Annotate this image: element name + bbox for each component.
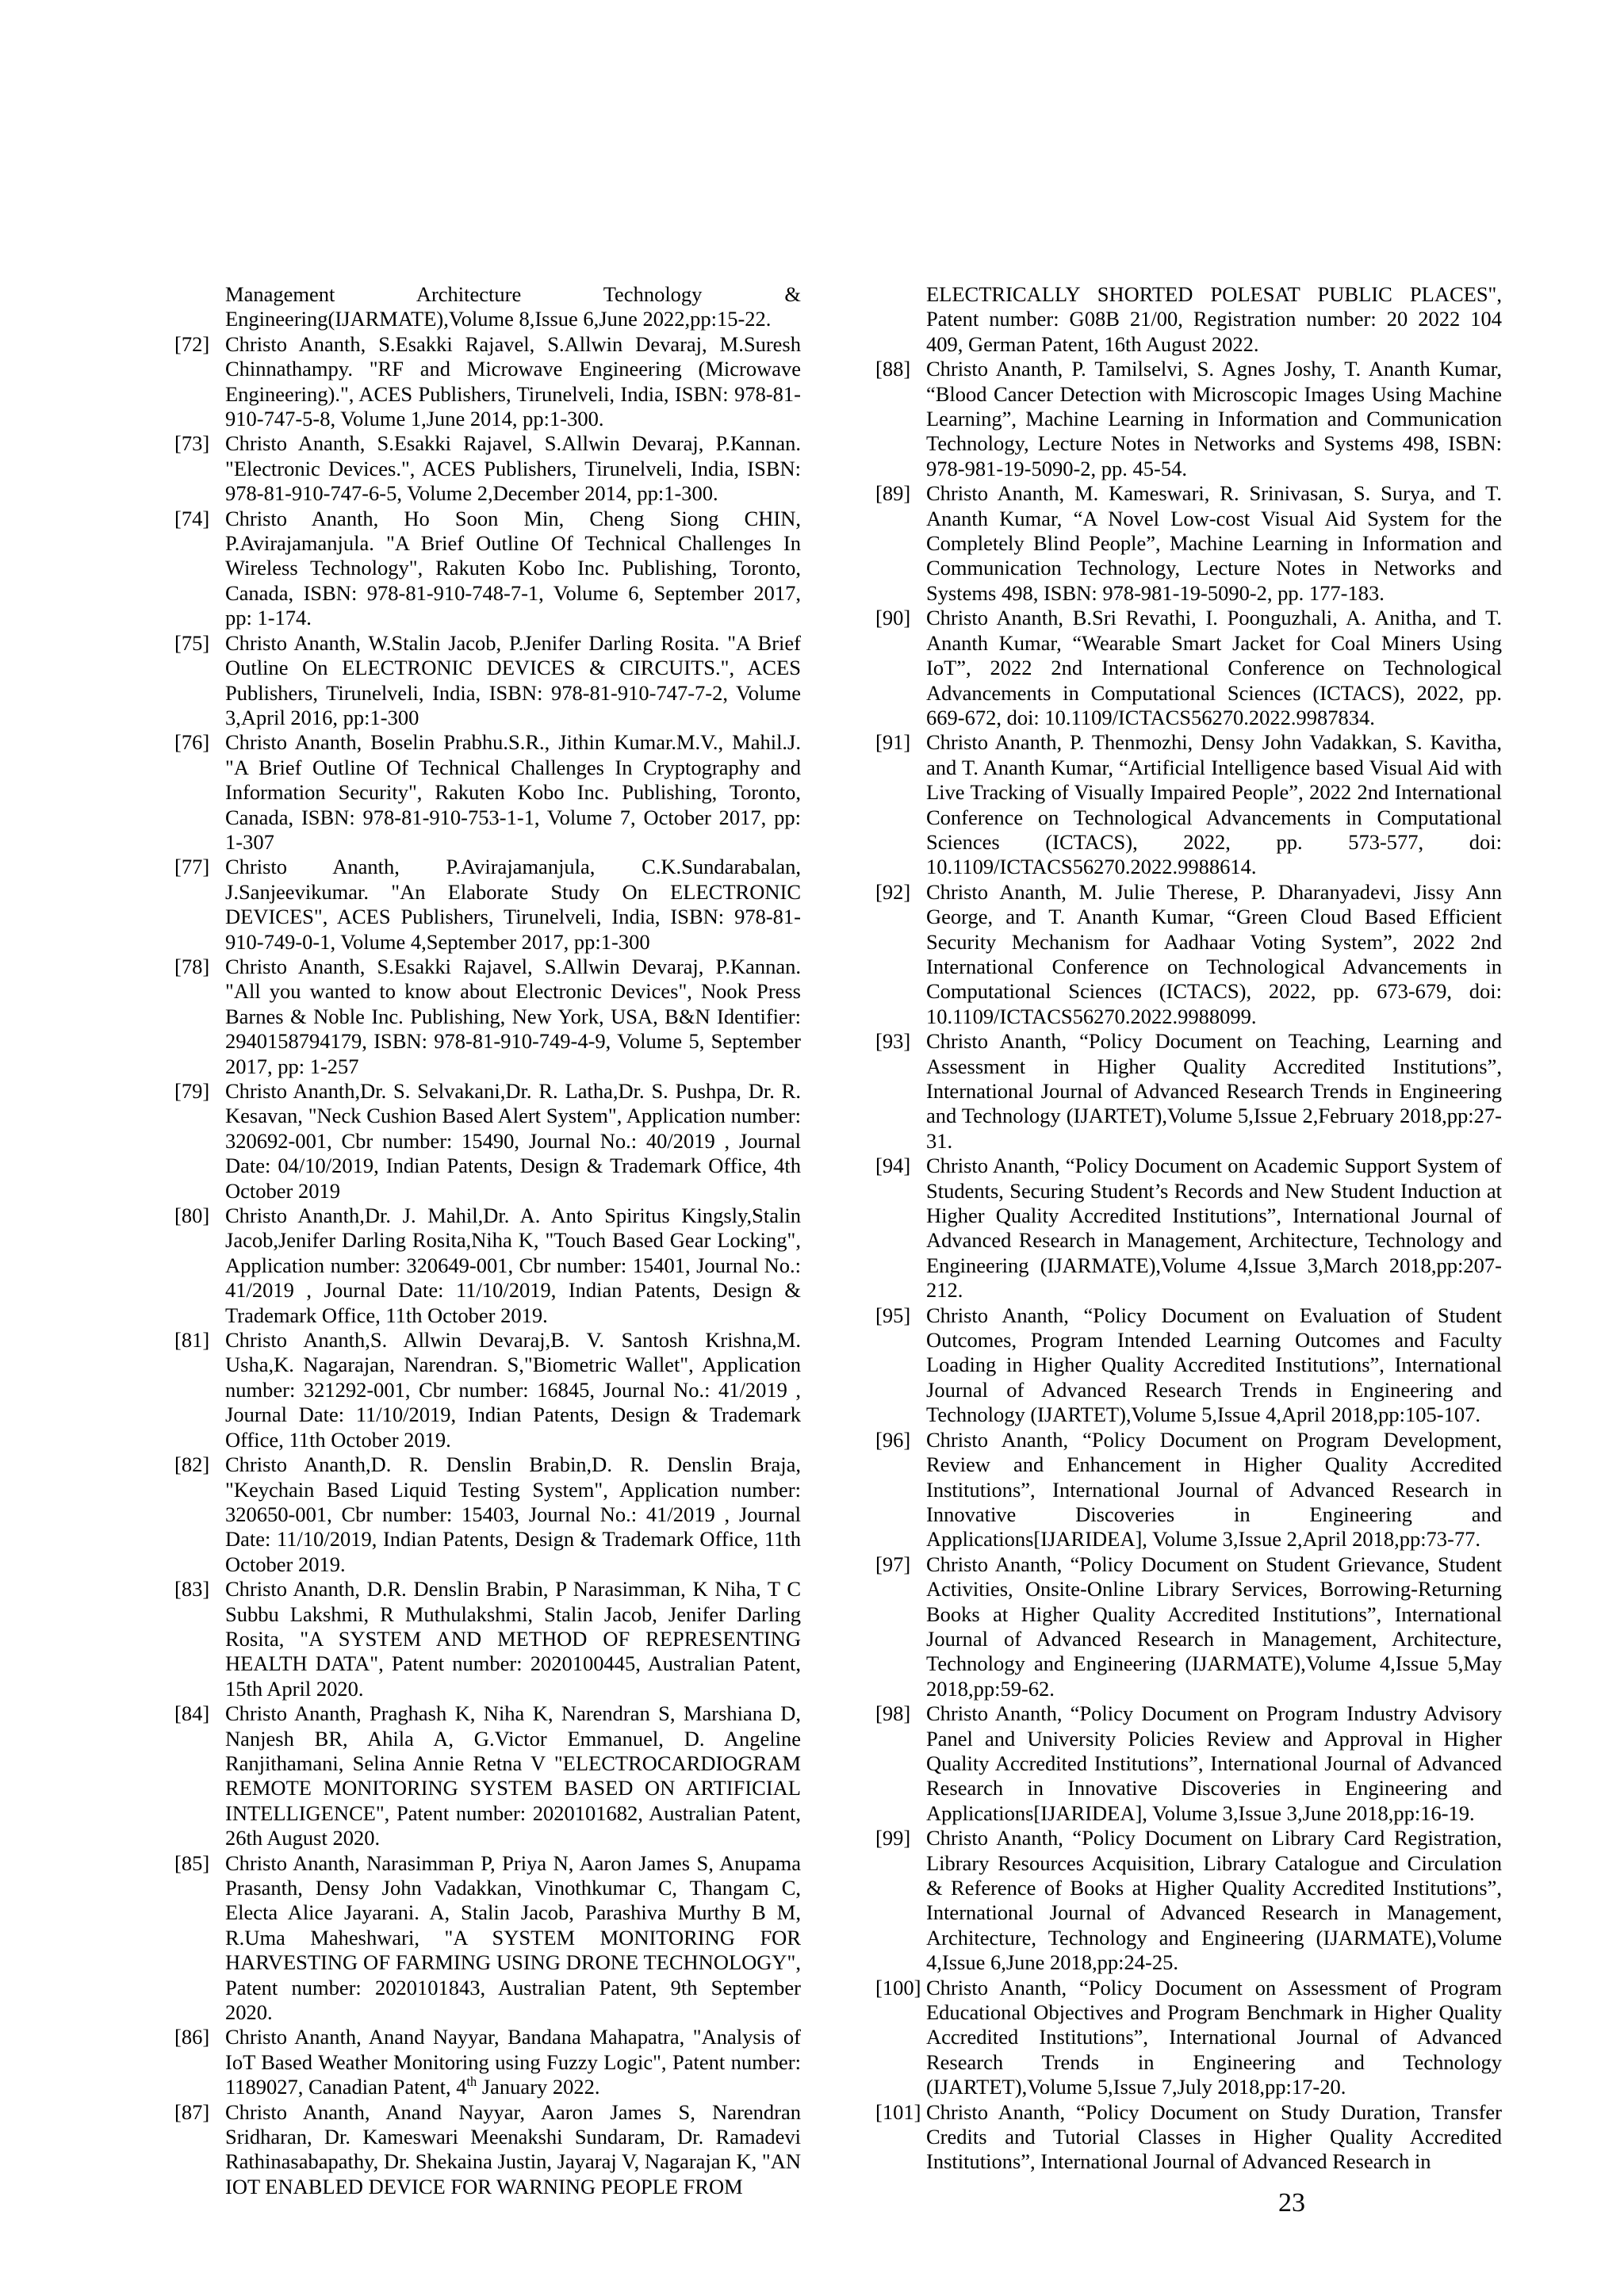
reference-number: [72] <box>174 331 210 356</box>
reference-text <box>926 357 1502 481</box>
reference-entry <box>875 2100 1502 2175</box>
reference-text <box>926 1029 1502 1154</box>
reference-text-main: Christo Ananth, “Policy Document on Program Industry Advisory Panel and University Policies Review and Approval in Higher Quality Accredited Institutions”, International Journal of Advanced Research in Innovative Discoveries in Engineering and Applications[IJARIDEA], Volume 3,Issue 3,June 2018,pp:16-19. <box>926 1701 1502 1825</box>
reference-text-main: Christo Ananth, D.R. Denslin Brabin, P Narasimman, K Niha, T C Subbu Lakshmi, R Muthulakshmi, Stalin Jacob, Jenifer Darling Rosita, "A SYSTEM AND METHOD OF REPRESENTING HEALTH DATA", Patent number: 2020100445, Australian Patent, 15th April 2020. <box>225 1577 801 1701</box>
reference-text-main: Christo Ananth,S. Allwin Devaraj,B. V. Santosh Krishna,M. Usha,K. Nagarajan, Narendran. S,"Biometric Wallet", Application number: 321292-001, Cbr number: 16845, Journal No.: 41/2019 , Journal Date: 11/10/2019, Indian Patents, Design & Trademark Office, 11th October 2019. <box>225 1328 801 1452</box>
reference-number: [88] <box>875 357 911 381</box>
reference-entry <box>875 357 1502 481</box>
reference-number: [73] <box>174 431 210 456</box>
reference-entry <box>174 1203 801 1328</box>
reference-text-main: Christo Ananth, “Policy Document on Teaching, Learning and Assessment in Higher Quality Accredited Institutions”, International Journal of Advanced Research Trends in Engineering and Technology (IJARTET),Volume 5,Issue 2,February 2018,pp:27-31. <box>926 1029 1502 1153</box>
reference-text <box>225 2100 801 2200</box>
reference-number: [96] <box>875 1427 911 1452</box>
reference-number: [76] <box>174 730 210 755</box>
reference-number: [82] <box>174 1452 210 1477</box>
reference-text-main: Christo Ananth, Ho Soon Min, Cheng Siong CHIN, P.Avirajamanjula. "A Brief Outline Of Technical Challenges In Wireless Technology", Rakuten Kobo Inc. Publishing, Toronto, Canada, ISBN: 978-81-910-748-7-1, Volume 6, September 2017, pp: 1-174. <box>225 506 801 630</box>
reference-number: [94] <box>875 1154 911 1178</box>
reference-text <box>225 1851 801 2026</box>
reference-number: [98] <box>875 1701 911 1726</box>
reference-entry <box>875 1428 1502 1552</box>
reference-number: [81] <box>174 1328 210 1353</box>
reference-number: [84] <box>174 1701 210 1726</box>
page-number: 23 <box>1278 2188 1305 2218</box>
reference-text <box>926 606 1502 730</box>
reference-entry <box>174 730 801 855</box>
reference-entry <box>174 1452 801 1577</box>
reference-number: [87] <box>174 2099 210 2124</box>
reference-text-main: Christo Ananth, Anand Nayyar, Aaron James S, Narendran Sridharan, Dr. Kameswari Meenakshi Sundaram, Dr. Ramadevi Rathinasabapathy, Dr. Shekaina Justin, Jayaraj V, Nagarajan K, "AN IOT ENABLED DEVICE FOR WARNING PEOPLE FROM <box>225 2099 801 2198</box>
reference-number: [80] <box>174 1203 210 1228</box>
references-right-column <box>875 282 1502 2175</box>
reference-number: [83] <box>174 1577 210 1601</box>
reference-text <box>926 1154 1502 1303</box>
reference-number: [85] <box>174 1850 210 1875</box>
reference-text-main: Christo Ananth, Boselin Prabhu.S.R., Jithin Kumar.M.V., Mahil.J. "A Brief Outline Of Technical Challenges In Cryptography and Information Security", Rakuten Kobo Inc. Publishing, Toronto, Canada, ISBN: 978-81-910-753-1-1, Volume 7, October 2017, pp: 1-307 <box>225 730 801 854</box>
references-left-column <box>174 282 801 2199</box>
reference-text-tail: January 2022. <box>477 2075 600 2099</box>
reference-text <box>926 1303 1502 1428</box>
reference-entry <box>174 1851 801 2026</box>
reference-number: [101] <box>875 2099 921 2124</box>
reference-entry <box>174 1079 801 1203</box>
reference-number: [93] <box>875 1029 911 1054</box>
reference-text-main: Christo Ananth, W.Stalin Jacob, P.Jenifer Darling Rosita. "A Brief Outline On ELECTRONIC DEVICES & CIRCUITS.", ACES Publishers, Tirunelveli, India, ISBN: 978-81-910-747-7-2, Volume 3,April 2016, pp:1-300 <box>225 630 801 729</box>
reference-number: [97] <box>875 1552 911 1576</box>
reference-entry <box>174 631 801 731</box>
reference-text-main: Christo Ananth, “Policy Document on Study Duration, Transfer Credits and Tutorial Classes in Higher Quality Accredited Institutions”, International Journal of Advanced Research in <box>926 2099 1502 2174</box>
reference-entry <box>875 1701 1502 1826</box>
reference-text <box>225 507 801 631</box>
reference-number: [99] <box>875 1826 911 1850</box>
reference-text <box>225 1452 801 1577</box>
reference-text <box>926 880 1502 1029</box>
reference-number: [78] <box>174 954 210 978</box>
reference-text <box>225 730 801 855</box>
reference-number: [95] <box>875 1303 911 1327</box>
reference-text <box>926 730 1502 879</box>
reference-text <box>225 955 801 1079</box>
reference-text <box>926 1552 1502 1701</box>
reference-text-main: Christo Ananth,Dr. J. Mahil,Dr. A. Anto Spiritus Kingsly,Stalin Jacob,Jenifer Darling Rosita,Niha K, "Touch Based Gear Locking", Application number: 320649-001, Cbr number: 15401, Journal No.: 41/2019 , Journal Date: 11/10/2019, Indian Patents, Design & Trademark Office, 11th October 2019. <box>225 1203 801 1327</box>
reference-continuation: Management Architecture Technology & Engineering(IJARMATE),Volume 8,Issue 6,June 2022,pp:15-22. <box>225 282 801 331</box>
reference-text <box>225 1701 801 1850</box>
reference-text-main: Christo Ananth, “Policy Document on Student Grievance, Student Activities, Onsite-Online Library Services, Borrowing-Returning Books at Higher Quality Accredited Institutions”, International Journal of Advanced Research in Management, Architecture, Technology and Engineering (IJARMATE),Volume 4,Issue 5,May 2018,pp:59-62. <box>926 1552 1502 1701</box>
reference-text-main: Christo Ananth, P. Tamilselvi, S. Agnes Joshy, T. Ananth Kumar, “Blood Cancer Detection with Microscopic Images Using Machine Learning”, Machine Learning in Information and Communication Technology, Lecture Notes in Networks and Systems 498, ISBN: 978-981-19-5090-2, pp. 45-54. <box>926 357 1502 480</box>
reference-text <box>225 1203 801 1328</box>
reference-text-main: Christo Ananth, P. Thenmozhi, Densy John Vadakkan, S. Kavitha, and T. Ananth Kumar, “Artificial Intelligence based Visual Aid with Live Tracking of Visually Impaired People”, 2022 2nd International Conference on Technological Advancements in Computational Sciences (ICTACS), 2022, pp. 573-577, doi: 10.1109/ICTACS56270.2022.9988614. <box>926 730 1502 879</box>
reference-entry <box>174 955 801 1079</box>
reference-entry <box>875 481 1502 606</box>
reference-text-main: Christo Ananth, Narasimman P, Priya N, Aaron James S, Anupama Prasanth, Densy John Vadakkan, Vinothkumar C, Thangam C, Electa Alice Jayarani. A, Stalin Jacob, Parashiva Murthy B M, R.Uma Maheshwari, "A SYSTEM MONITORING FOR HARVESTING OF FARMING USING DRONE TECHNOLOGY", Patent number: 2020101843, Australian Patent, 9th September 2020. <box>225 1850 801 2025</box>
reference-number: [89] <box>875 481 911 506</box>
reference-entry <box>875 880 1502 1029</box>
reference-number: [77] <box>174 855 210 879</box>
reference-text-main: Christo Ananth,Dr. S. Selvakani,Dr. R. Latha,Dr. S. Pushpa, Dr. R. Kesavan, "Neck Cushion Based Alert System", Application number: 320692-001, Cbr number: 15490, Journal No.: 40/2019 , Journal Date: 04/10/2019, Indian Patents, Design & Trademark Office, 4th October 2019 <box>225 1079 801 1203</box>
reference-entry <box>875 1826 1502 1975</box>
reference-entry <box>875 1303 1502 1428</box>
reference-text-main: Christo Ananth, B.Sri Revathi, I. Poonguzhali, A. Anitha, and T. Ananth Kumar, “Wearable Smart Jacket for Coal Miners Using IoT”, 2022 2nd International Conference on Technological Advancements in Computational Sciences (ICTACS), 2022, pp. 669-672, doi: 10.1109/ICTACS56270.2022.9987834. <box>926 606 1502 729</box>
reference-entry <box>174 1328 801 1452</box>
reference-entry <box>174 332 801 432</box>
reference-text-main: Christo Ananth, S.Esakki Rajavel, S.Allwin Devaraj, P.Kannan. "All you wanted to know about Electronic Devices", Nook Press Barnes & Noble Inc. Publishing, New York, USA, B&N Identifier: 2940158794179, ISBN: 978-81-910-749-4-9, Volume 5, September 2017, pp: 1-257 <box>225 954 801 1078</box>
reference-text <box>225 855 801 955</box>
reference-entry <box>875 1154 1502 1303</box>
reference-number: [79] <box>174 1079 210 1103</box>
reference-entry <box>174 2025 801 2099</box>
reference-entry <box>174 431 801 506</box>
reference-text <box>926 1826 1502 1975</box>
reference-number: [86] <box>174 2025 210 2049</box>
reference-entry <box>174 1701 801 1850</box>
reference-entry <box>174 1577 801 1701</box>
reference-entry <box>174 855 801 955</box>
reference-text <box>225 431 801 506</box>
reference-entry <box>875 1976 1502 2100</box>
reference-text <box>225 332 801 432</box>
reference-text <box>225 2025 801 2099</box>
reference-text <box>225 1577 801 1701</box>
reference-number: [91] <box>875 730 911 755</box>
reference-text-main: Christo Ananth, M. Kameswari, R. Srinivasan, S. Surya, and T. Ananth Kumar, “A Novel Low-cost Visual Aid System for the Completely Blind People”, Machine Learning in Information and Communication Technology, Lecture Notes in Networks and Systems 498, ISBN: 978-981-19-5090-2, pp. 177-183. <box>926 481 1502 605</box>
reference-continuation: ELECTRICALLY SHORTED POLESAT PUBLIC PLACES", Patent number: G08B 21/00, Registration number: 20 2022 104 409, German Patent, 16th August 2022. <box>926 282 1502 356</box>
reference-number: [90] <box>875 606 911 630</box>
reference-text <box>225 1328 801 1452</box>
reference-text <box>926 2100 1502 2175</box>
reference-text-main: Christo Ananth, “Policy Document on Assessment of Program Educational Objectives and Program Benchmark in Higher Quality Accredited Institutions”, International Journal of Advanced Research Trends in Engineering and Technology (IJARTET),Volume 5,Issue 7,July 2018,pp:17-20. <box>926 1975 1502 2099</box>
reference-number: [92] <box>875 879 911 904</box>
reference-number: [75] <box>174 630 210 655</box>
reference-text <box>225 631 801 731</box>
reference-text-main: Christo Ananth, Praghash K, Niha K, Narendran S, Marshiana D, Nanjesh BR, Ahila A, G.Victor Emmanuel, D. Angeline Ranjithamani, Selina Annie Retna V "ELECTROCARDIOGRAM REMOTE MONITORING SYSTEM BASED ON ARTIFICIAL INTELLIGENCE", Patent number: 2020101682, Australian Patent, 26th August 2020. <box>225 1701 801 1850</box>
reference-text-main: Christo Ananth, “Policy Document on Program Development, Review and Enhancement in Higher Quality Accredited Institutions”, International Journal of Advanced Research in Innovative Discoveries in Engineering and Applications[IJARIDEA], Volume 3,Issue 2,April 2018,pp:73-77. <box>926 1427 1502 1552</box>
reference-text-main: Christo Ananth, S.Esakki Rajavel, S.Allwin Devaraj, P.Kannan. "Electronic Devices.", ACES Publishers, Tirunelveli, India, ISBN: 978-81-910-747-6-5, Volume 2,December 2014, pp:1-300. <box>225 431 801 506</box>
reference-number: [100] <box>875 1975 921 1999</box>
reference-entry <box>875 1552 1502 1701</box>
reference-text-main: Christo Ananth, Anand Nayyar, Bandana Mahapatra, "Analysis of IoT Based Weather Monitoring using Fuzzy Logic", Patent number: 1189027, Canadian Patent, 4 <box>225 2025 801 2099</box>
reference-text-main: Christo Ananth, M. Julie Therese, P. Dharanyadevi, Jissy Ann George, and T. Ananth Kumar, “Green Cloud Based Efficient Security Mechanism for Aadhaar Voting System”, 2022 2nd International Conference on Technological Advancements in Computational Sciences (ICTACS), 2022, pp. 673-679, doi: 10.1109/ICTACS56270.2022.9988099. <box>926 879 1502 1028</box>
reference-entry <box>875 1029 1502 1154</box>
reference-text-main: Christo Ananth, “Policy Document on Evaluation of Student Outcomes, Program Intended Learning Outcomes and Faculty Loading in Higher Quality Accredited Institutions”, International Journal of Advanced Research Trends in Engineering and Technology (IJARTET),Volume 5,Issue 4,April 2018,pp:105-107. <box>926 1303 1502 1427</box>
reference-entry <box>174 507 801 631</box>
reference-text <box>225 1079 801 1203</box>
reference-text <box>926 481 1502 606</box>
reference-text-main: Christo Ananth,D. R. Denslin Brabin,D. R. Denslin Braja, "Keychain Based Liquid Testing System", Application number: 320650-001, Cbr number: 15403, Journal No.: 41/2019 , Journal Date: 11/10/2019, Indian Patents, Design & Trademark Office, 11th October 2019. <box>225 1452 801 1576</box>
ordinal-superscript: th <box>466 2074 477 2090</box>
reference-text-main: Christo Ananth, S.Esakki Rajavel, S.Allwin Devaraj, M.Suresh Chinnathampy. "RF and Microwave Engineering (Microwave Engineering).", ACES Publishers, Tirunelveli, India, ISBN: 978-81-910-747-5-8, Volume 1,June 2014, pp:1-300. <box>225 331 801 431</box>
reference-text <box>926 1701 1502 1826</box>
reference-text <box>926 1428 1502 1552</box>
reference-text-main: Christo Ananth, “Policy Document on Library Card Registration, Library Resources Acquisition, Library Catalogue and Circulation & Reference of Books at Higher Quality Accredited Institutions”, International Journal of Advanced Research in Management, Architecture, Technology and Engineering (IJARMATE),Volume 4,Issue 6,June 2018,pp:24-25. <box>926 1826 1502 1975</box>
reference-text <box>926 1976 1502 2100</box>
reference-entry <box>875 730 1502 879</box>
reference-text-main: Christo Ananth, “Policy Document on Academic Support System of Students, Securing Student’s Records and New Student Induction at Higher Quality Accredited Institutions”, International Journal of Advanced Research in Management, Architecture, Technology and Engineering (IJARMATE),Volume 4,Issue 3,March 2018,pp:207-212. <box>926 1154 1502 1303</box>
reference-text-main: Christo Ananth, P.Avirajamanjula, C.K.Sundarabalan, J.Sanjeevikumar. "An Elaborate Study On ELECTRONIC DEVICES", ACES Publishers, Tirunelveli, India, ISBN: 978-81-910-749-0-1, Volume 4,September 2017, pp:1-300 <box>225 855 801 954</box>
reference-entry <box>174 2100 801 2200</box>
reference-number: [74] <box>174 506 210 530</box>
reference-entry <box>875 606 1502 730</box>
